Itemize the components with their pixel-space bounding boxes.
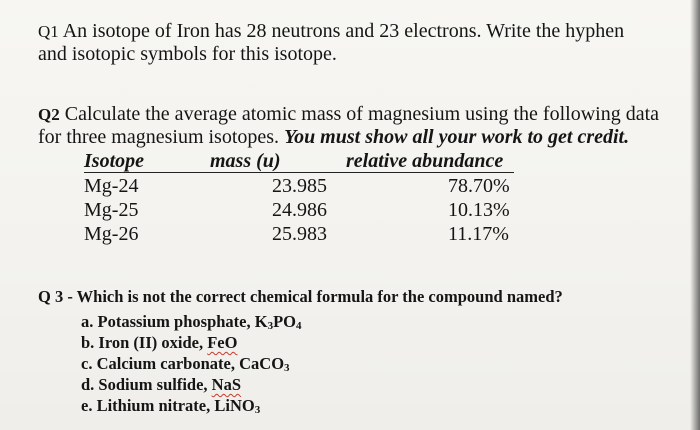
table-cell-abundance: 78.70% [448, 175, 510, 197]
option-d [81, 374, 241, 395]
question-3-label: Q 3 - Which is not the correct chemical formula for the compound named? [38, 287, 563, 306]
question-3 [38, 286, 678, 307]
table-cell-mass: 25.983 [272, 223, 327, 245]
option-c-formula: CaCO$_3$ [239, 354, 290, 374]
question-2 [38, 103, 688, 149]
question-2-line-1: Calculate the average atomic mass of magnesium using the following data [64, 103, 660, 125]
question-1 [38, 20, 678, 66]
option-c [81, 353, 290, 374]
question-2-line-2: for three magnesium isotopes. [38, 126, 280, 148]
table-header-rule [84, 172, 514, 173]
option-e-formula: LiNO$_3$ [214, 396, 261, 416]
photo-edge-shadow [690, 0, 700, 430]
option-b [81, 332, 237, 353]
option-d-formula: NaS [211, 375, 242, 394]
table-header-abundance: relative abundance [346, 150, 504, 172]
option-a-name: a. Potassium phosphate, [81, 312, 255, 331]
option-b-formula: FeO [207, 333, 238, 352]
table-cell-mass: 24.986 [272, 199, 327, 221]
option-d-name: d. Sodium sulfide, [81, 375, 212, 394]
question-2-credit-note: You must show all your work to get credit. [284, 126, 630, 148]
question-1-line-1: An isotope of Iron has 28 neutrons and 23 electrons. Write the hyphen [62, 20, 625, 42]
table-cell-abundance: 10.13% [448, 199, 510, 221]
option-a-formula: $K_3PO_4$ [254, 312, 302, 332]
option-e [81, 395, 260, 416]
table-cell-isotope: Mg-24 [84, 175, 139, 197]
option-c-name: c. Calcium carbonate, [81, 354, 240, 373]
question-1-line-2: and isotopic symbols for this isotope. [38, 43, 337, 65]
option-b-name: b. Iron (II) oxide, [81, 333, 208, 352]
option-e-name: e. Lithium nitrate, [81, 396, 215, 415]
question-1-number: Q1 [38, 22, 59, 41]
table-cell-isotope: Mg-25 [84, 199, 139, 221]
table-header-mass: mass (u) [210, 150, 281, 172]
option-a [81, 311, 302, 332]
table-header-isotope: Isotope [84, 150, 144, 172]
table-cell-abundance: 11.17% [448, 223, 509, 245]
table-cell-mass: 23.985 [272, 175, 327, 197]
table-cell-isotope: Mg-26 [84, 223, 139, 245]
question-2-number: Q2 [38, 105, 60, 124]
